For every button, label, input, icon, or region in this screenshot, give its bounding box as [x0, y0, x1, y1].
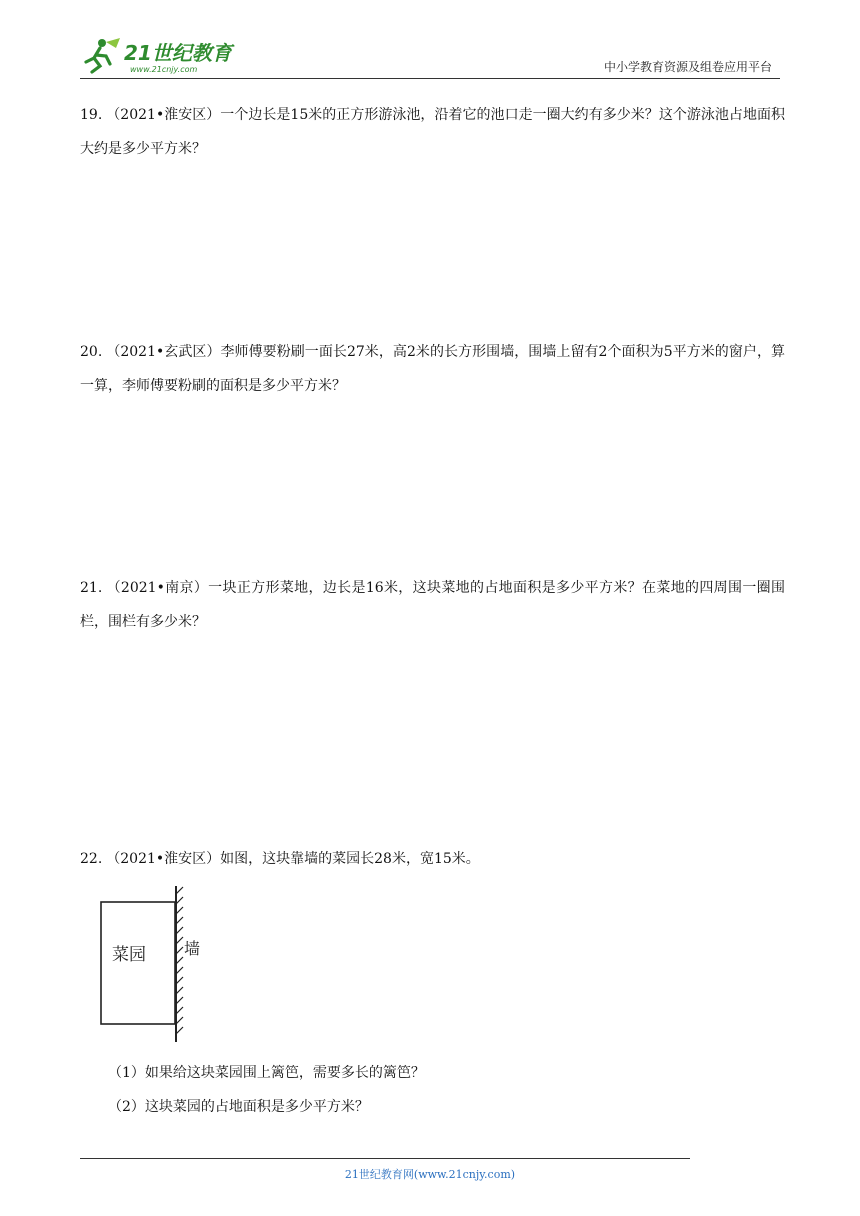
footer-divider — [80, 1158, 690, 1159]
question-text: （2021•南京）一块正方形菜地，边长是16米，这块菜地的占地面积是多少平方米？在菜地的四周围一圈围栏，围栏有多少米？ — [80, 580, 785, 630]
wall-hatching — [176, 887, 183, 1034]
question-number: 19. — [80, 107, 103, 123]
question-number: 20. — [80, 344, 103, 360]
header-platform-text: 中小学教育资源及组卷应用平台 — [603, 60, 772, 74]
question-20 — [80, 335, 785, 403]
question-22 — [80, 842, 785, 876]
wall-label: 墙 — [184, 939, 201, 958]
garden-figure — [96, 884, 216, 1044]
question-21 — [80, 571, 785, 639]
question-text: （2021•玄武区）李师傅要粉刷一面长27米，高2米的长方形围墙，围墙上留有2个面积为5平方米的窗户，算一算，李师傅要粉刷的面积是多少平方米？ — [80, 344, 785, 394]
page-header — [80, 34, 780, 79]
logo-url: www.21cnjy.com — [130, 65, 198, 74]
sub-question-2: （2）这块菜园的占地面积是多少平方米？ — [108, 1099, 369, 1115]
runner-icon — [86, 38, 120, 72]
logo-text: 21世纪教育 — [124, 41, 232, 65]
question-19 — [80, 98, 785, 166]
logo — [80, 34, 250, 76]
sub-question-1: （1）如果给这块菜园围上篱笆，需要多长的篱笆？ — [108, 1065, 425, 1081]
garden-label: 菜园 — [112, 945, 146, 965]
question-number: 21. — [80, 580, 103, 596]
question-text: （2021•淮安区）一个边长是15米的正方形游泳池，沿着它的池口走一圈大约有多少米？这个游泳池占地面积大约是多少平方米？ — [80, 107, 785, 157]
question-text: （2021•淮安区）如图，这块靠墙的菜园长28米，宽15米。 — [106, 851, 480, 867]
question-number: 22. — [80, 851, 103, 867]
footer-text: 21世纪教育网(www.21cnjy.com) — [344, 1168, 516, 1181]
